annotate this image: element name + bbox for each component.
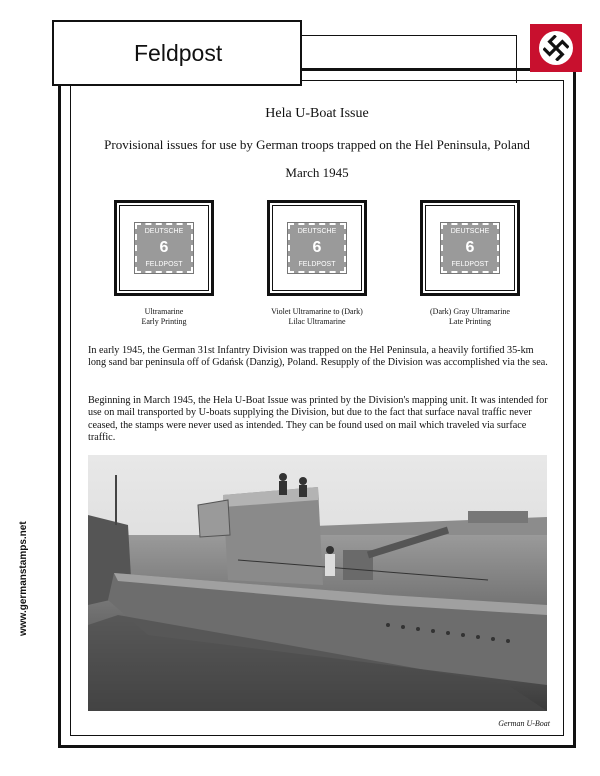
section-title: Hela U-Boat Issue: [265, 106, 369, 121]
section-subtitle: Provisional issues for use by German troops trapped on the Hel Peninsula, Poland: [104, 137, 530, 152]
stamp-image: DEUTSCHE 6 FELDPOST: [441, 223, 499, 273]
page-title: Feldpost: [134, 39, 223, 66]
paragraph-intro: In early 1945, the German 31st Infantry Division was trapped on the Hel Peninsula, a heavily fortified 35-km long sand bar peninsula off of Gdańsk (Danzig), Poland. Resupply of the Division was accomplished via the sea.: [88, 345, 548, 369]
stamp-image: DEUTSCHE 6 FELDPOST: [135, 223, 193, 273]
website-label: www.germanstamps.net: [18, 521, 29, 636]
stamp-caption-3: (Dark) Gray Ultramarine Late Printing: [430, 307, 510, 326]
stamp-mount-1: [114, 200, 214, 296]
stamp-caption-2: Violet Ultramarine to (Dark) Lilac Ultramarine: [271, 307, 363, 326]
paragraph-history: Beginning in March 1945, the Hela U-Boat Issue was printed by the Division's mapping unit. It was intended for use on mail transported by U-boats supplying the Division, but due to the fact that surface naval traffic never ceased, the stamps were never used as intended. They can be found used on mail which traveled via surface traffic.: [88, 395, 548, 444]
stamp-image: DEUTSCHE 6 FELDPOST: [288, 223, 346, 273]
swastika-flag-icon: [530, 24, 582, 72]
header-tab: [52, 20, 302, 86]
stamp-caption-1: Ultramarine Early Printing: [141, 307, 187, 326]
stamp-mount-3: [420, 200, 520, 296]
u-boat-photo: [88, 455, 547, 711]
photo-caption: German U-Boat: [498, 719, 550, 728]
header-tab-extension: [302, 35, 517, 83]
stamp-mount-2: [267, 200, 367, 296]
section-date: March 1945: [285, 165, 349, 180]
